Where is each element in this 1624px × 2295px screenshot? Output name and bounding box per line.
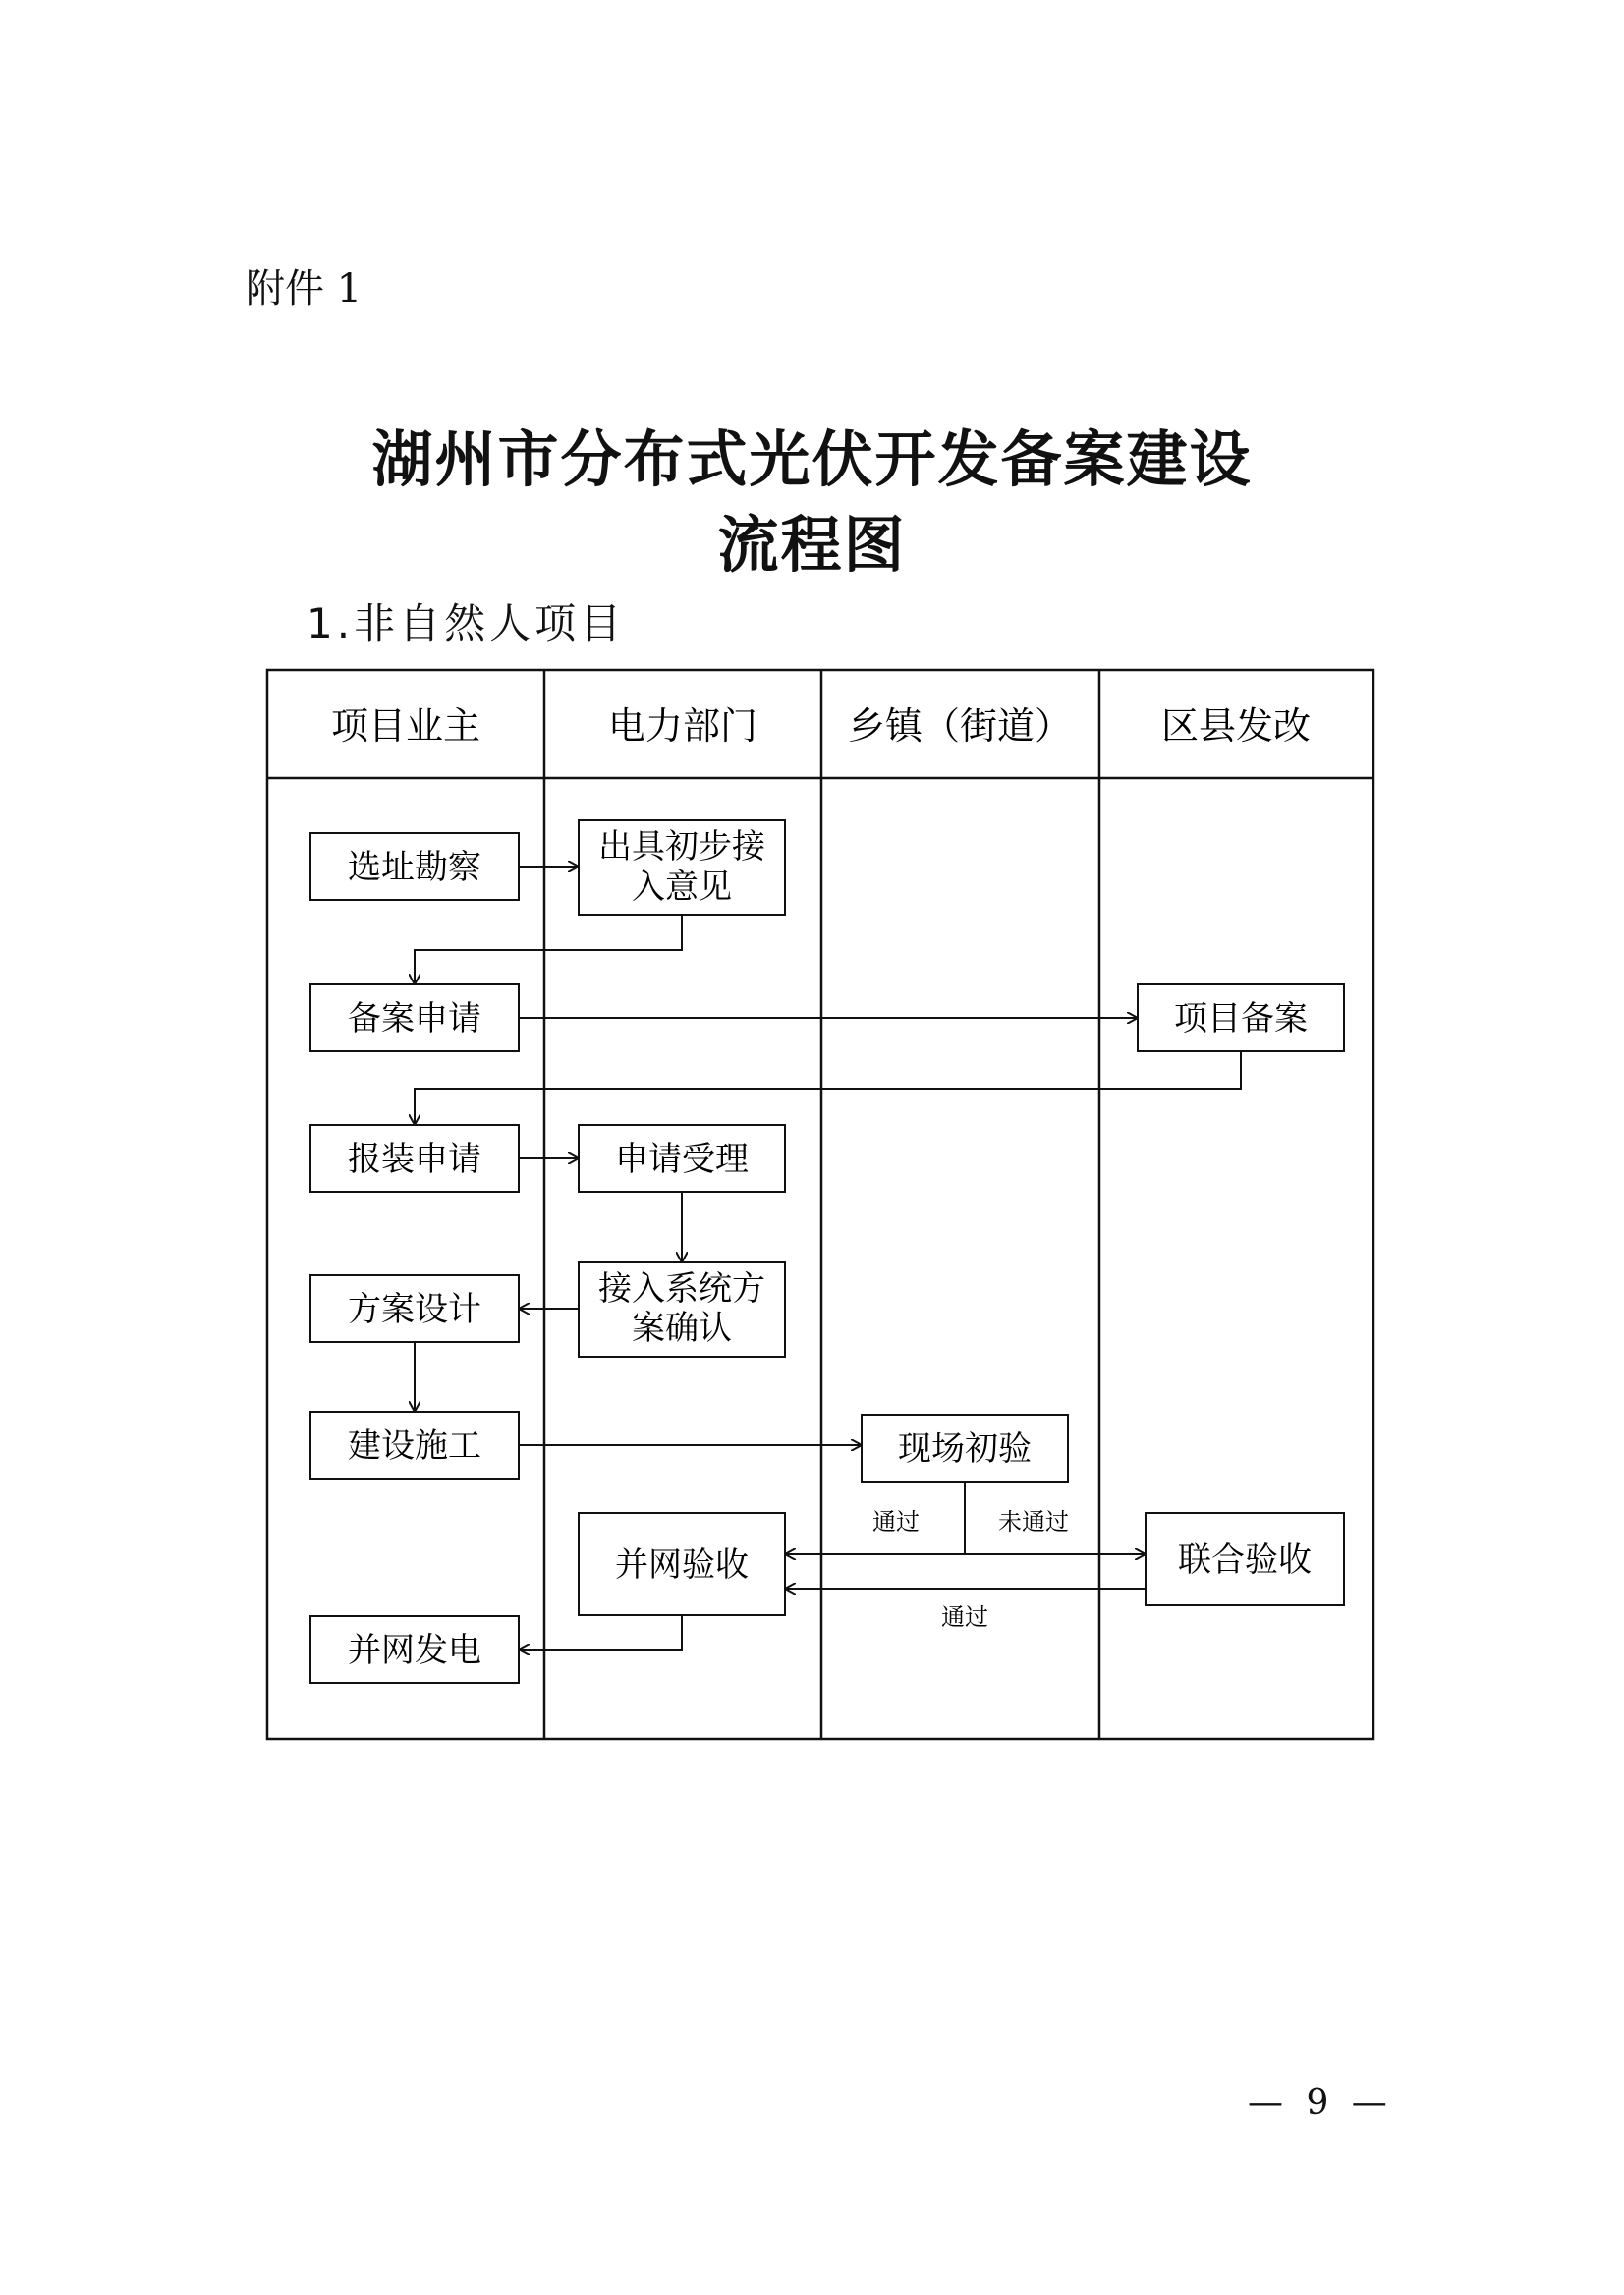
document-title-line2: 流程图 (717, 509, 907, 581)
label-grid-acceptance: 并网验收 (615, 1545, 749, 1585)
arrow-opinion-to-filing (415, 915, 682, 984)
label-filing-application: 备案申请 (348, 999, 481, 1038)
label-scheme-design: 方案设计 (348, 1290, 481, 1329)
label-application-acceptance: 申请受理 (615, 1140, 749, 1179)
label-onsite-inspection: 现场初验 (898, 1429, 1032, 1469)
label-preliminary-opinion-line1: 出具初步接 (598, 827, 765, 867)
label-preliminary-opinion-line2: 入意见 (632, 868, 732, 907)
annex-label: 附件 1 (246, 266, 363, 311)
label-installation-application: 报装申请 (348, 1140, 481, 1179)
label-grid-generation: 并网发电 (348, 1631, 481, 1670)
lane-header-township: 乡镇（街道） (847, 704, 1073, 748)
document-title-line1: 湖州市分布式光伏开发备案建设 (371, 423, 1253, 495)
label-access-scheme-line2: 案确认 (632, 1309, 732, 1348)
label-joint-acceptance: 联合验收 (1178, 1540, 1312, 1580)
lane-header-county-drc: 区县发改 (1160, 704, 1312, 748)
page-number: — 9 — (1248, 2083, 1393, 2123)
edge-label-fail-right: 未通过 (998, 1508, 1069, 1536)
section-heading: 1.非自然人项目 (307, 599, 626, 647)
lane-header-project-owner: 项目业主 (330, 704, 481, 748)
lane-header-power-department: 电力部门 (607, 704, 758, 748)
label-construction: 建设施工 (348, 1427, 481, 1466)
arrow-project-filing-to-installation (415, 1051, 1241, 1125)
edge-label-pass-left: 通过 (872, 1508, 920, 1536)
label-access-scheme-line1: 接入系统方 (598, 1269, 765, 1309)
edge-label-pass-bottom: 通过 (941, 1603, 988, 1631)
label-site-survey: 选址勘察 (348, 848, 481, 887)
label-project-filing: 项目备案 (1174, 999, 1308, 1038)
